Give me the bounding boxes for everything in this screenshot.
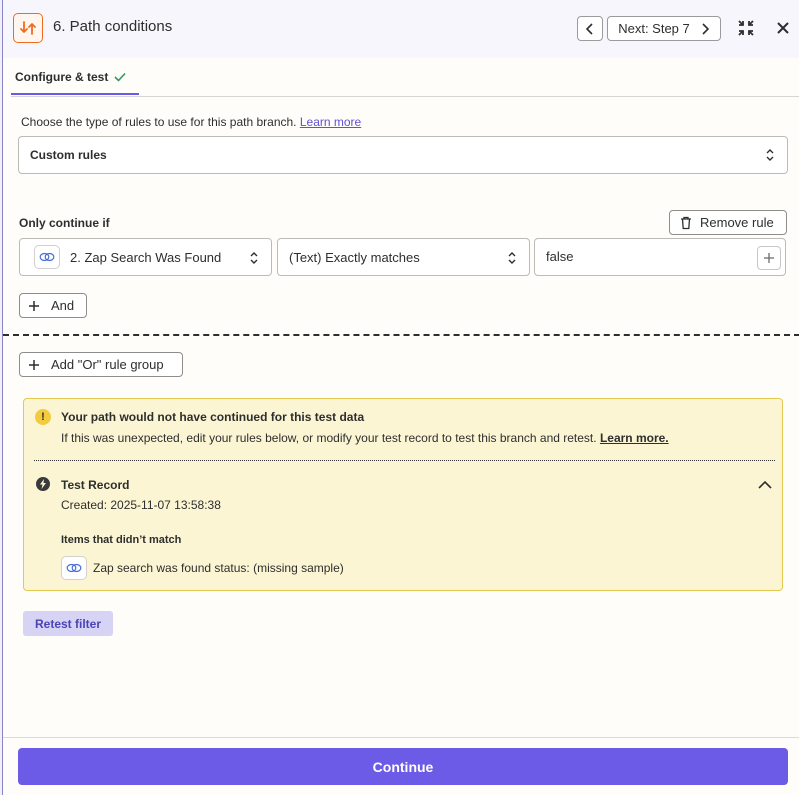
plus-icon <box>28 359 40 371</box>
step-panel <box>2 0 799 795</box>
plus-icon <box>28 300 40 312</box>
unmatched-items-label: Items that didn’t match <box>61 534 182 546</box>
learn-more-link[interactable]: Learn more <box>299 115 362 129</box>
or-label: Add "Or" rule group <box>51 357 164 372</box>
chevron-left-icon <box>585 23 595 35</box>
previous-step-button[interactable] <box>577 16 603 41</box>
exclamation-icon: ! <box>35 409 51 425</box>
link-icon <box>34 245 60 269</box>
add-and-rule-button[interactable] <box>19 293 87 318</box>
next-step-button[interactable] <box>607 16 721 41</box>
continue-button[interactable]: Continue <box>18 748 788 785</box>
unmatched-item-text: Zap search was found status: (missing sample) <box>93 561 344 575</box>
page-title: 6. Path conditions <box>53 18 173 35</box>
or-divider <box>3 334 799 336</box>
insert-data-button[interactable] <box>757 246 781 270</box>
collapse-button[interactable] <box>735 17 757 39</box>
alert-divider <box>34 460 775 461</box>
rule-type-intro: Choose the type of rules to use for this path branch. Learn more <box>21 115 362 129</box>
remove-rule-label: Remove rule <box>700 215 774 230</box>
check-icon <box>114 72 126 82</box>
condition-value-input[interactable] <box>534 238 786 276</box>
plus-icon <box>763 252 775 264</box>
collapse-icon <box>737 19 755 37</box>
retest-filter-button[interactable]: Retest filter <box>23 611 113 636</box>
chevron-up-down-icon <box>249 251 259 265</box>
unmatched-item <box>61 556 344 580</box>
paths-icon <box>13 13 43 43</box>
test-record-created: Created: 2025-11-07 13:58:38 <box>61 498 221 512</box>
panel-header <box>3 0 799 58</box>
remove-rule-button[interactable] <box>669 210 787 235</box>
test-record-title: Test Record <box>61 478 130 492</box>
condition-field-select[interactable] <box>19 238 272 276</box>
alert-title: Your path would not have continued for this test data <box>61 410 365 424</box>
close-button[interactable] <box>773 17 793 39</box>
panel-footer <box>3 737 799 795</box>
condition-operator-value: (Text) Exactly matches <box>289 249 420 265</box>
chevron-up-down-icon <box>507 251 517 265</box>
tab-divider <box>11 96 799 97</box>
add-or-group-button[interactable] <box>19 352 183 377</box>
alert-learn-more-link[interactable]: Learn more. <box>599 431 669 445</box>
condition-value-text: false <box>546 249 574 264</box>
chevron-up-icon[interactable] <box>757 478 773 492</box>
trash-icon <box>680 216 692 230</box>
bolt-icon <box>36 477 50 491</box>
only-continue-label: Only continue if <box>19 216 110 230</box>
chevron-up-down-icon <box>765 148 775 162</box>
chevron-right-icon <box>700 23 710 35</box>
link-icon <box>61 556 87 580</box>
alert-message: If this was unexpected, edit your rules below, or modify your test record to test this branch and retest. Learn more. <box>61 431 669 445</box>
rule-type-select[interactable] <box>18 136 788 174</box>
and-label: And <box>51 298 75 313</box>
tab-label: Configure & test <box>15 69 109 84</box>
condition-field-value: 2. Zap Search Was Found <box>70 249 222 265</box>
next-step-label: Next: Step 7 <box>618 21 690 36</box>
condition-operator-select[interactable] <box>277 238 530 276</box>
test-result-alert <box>23 398 783 591</box>
close-icon <box>777 22 789 34</box>
tab-configure-test[interactable] <box>11 60 139 95</box>
rule-type-value: Custom rules <box>30 148 107 162</box>
